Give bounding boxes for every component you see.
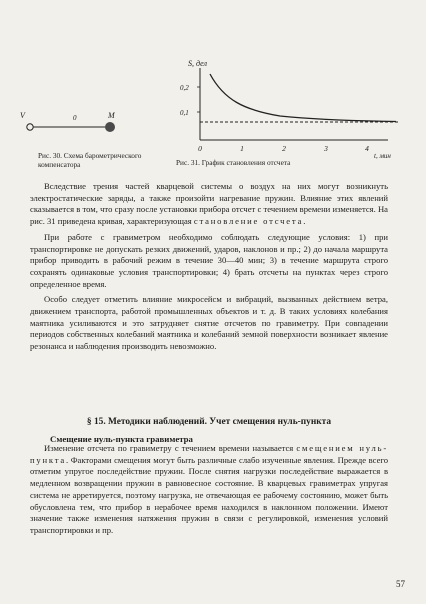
text-run: . Факторами смещения могут быть различные слабо изученные явления. Прежде всего отметим упругое последействие пружин. После снятия нагрузки последействие выражается в медленном возвращении пружин в равновесное состояние. В кварцевых гравиметрах упругая система не арретируется, поэтому нагрузка, не отвечающая ее рабочему состоянию, может быть обусловлена тем, что прибор в нерабочее время находился в наклонном положении. Имеют значение также изменения натяжения пружин в связи с регулировкой, изменения условий транспортировки и пр.	[30, 454, 388, 535]
spaced-term: смещением нуль-пункта	[30, 443, 388, 465]
figure-30-diagram	[16, 95, 156, 145]
subheading: Смещение нуль-пункта гравиметра	[50, 434, 193, 444]
text-block-upper	[30, 181, 388, 353]
fig31-x-tick: 1	[240, 144, 244, 153]
paragraph: Особо следует отметить влияние микросейсм и вибраций, вызванных действием ветра, движением транспорта, работой промышленных объектов и т. д. В таких условиях колебания маятника усиливаются и это затрудняет снятие отсчетов по гравиметру. При совпадении периодов собственных колебаний маятника и колебаний земной поверхности возникает явление резонанса и наблюдения производить невозможно.	[30, 294, 388, 352]
figure-31-chart	[160, 54, 410, 162]
text-run: Вследствие трения частей кварцевой системы о воздух на них могут возникнуть электростатические заряды, а также произойти нагревание пружин. Влияние этих явлений сказывается в том, что сразу после установки прибора отсчет с течением времени изменяется. На рис. 31 приведена кривая, характеризующая	[30, 181, 388, 227]
paragraph	[30, 181, 388, 228]
paragraph	[30, 443, 388, 537]
fig31-y-tick: 0,1	[180, 109, 189, 117]
fig30-open-circle	[27, 124, 33, 130]
paragraph: При работе с гравиметром необходимо соблюдать следующие условия: 1) при транспортировке не допускать резких движений, ударов, наклонов и пр.; 2) до начала маршрута прибор приводить в рабочий режим в течение 30—40 мин; 3) в течение маршрута строго сохранять одинаковые условия транспортировки; 4) брать отсчеты на пунктах через строго определенное время.	[30, 231, 388, 289]
fig31-x-unit: t, мин	[374, 152, 391, 160]
text-run: Изменение отсчета по гравиметру с течением времени называется	[44, 443, 297, 453]
figure-31-caption: Рис. 31. График становления отсчета	[176, 158, 291, 167]
text-block-lower	[30, 443, 388, 537]
fig31-settling-curve	[210, 74, 396, 122]
text-run: .	[303, 216, 306, 227]
page-number: 57	[396, 579, 405, 589]
section-heading: § 15. Методики наблюдений. Учет смещения нуль-пункта	[86, 417, 332, 427]
fig31-x-tick: 2	[282, 144, 286, 153]
spaced-term: становление отсчета	[193, 216, 304, 227]
fig31-y-unit: S, дел	[188, 59, 207, 68]
fig31-y-tick: 0,2	[180, 84, 189, 92]
fig31-x-tick: 3	[324, 144, 328, 153]
fig31-x-tick: 0	[198, 144, 202, 153]
fig30-label-m: M	[108, 111, 115, 120]
fig31-x-tick: 4	[365, 144, 369, 153]
fig30-mass-circle	[105, 122, 115, 132]
figure-30-caption: Рис. 30. Схема барометрического компенсатора	[38, 151, 142, 169]
fig30-label-v: V	[20, 111, 25, 120]
fig30-label-0: 0	[73, 114, 77, 122]
